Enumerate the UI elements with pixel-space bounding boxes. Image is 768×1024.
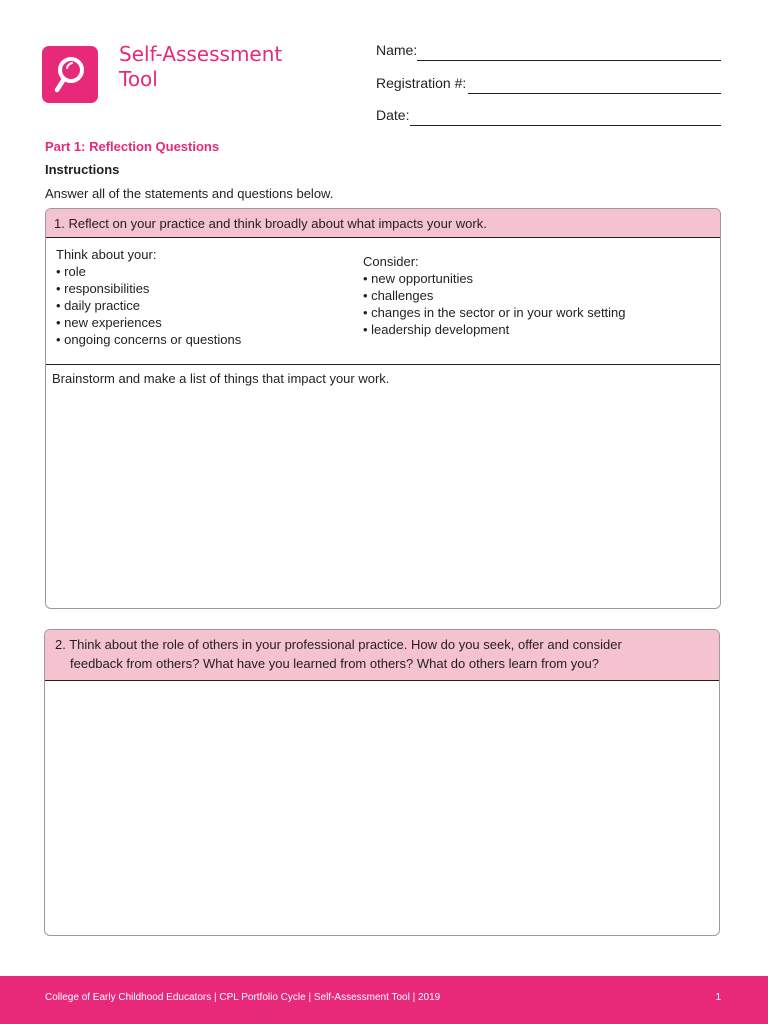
list-item: • role: [56, 264, 86, 279]
think-about-heading: Think about your:: [56, 247, 157, 262]
question-1-card: [45, 208, 721, 609]
consider-heading: Consider:: [363, 254, 419, 269]
list-item: • new experiences: [56, 315, 162, 330]
registration-field[interactable]: [376, 75, 721, 95]
magnifier-icon: [42, 46, 98, 103]
page-number: 1: [715, 992, 721, 1003]
name-line[interactable]: [417, 60, 721, 61]
date-field[interactable]: [376, 107, 721, 127]
question-2-prompt-line-1: 2. Think about the role of others in your professional practice. How do you seek, offer and consider: [55, 637, 622, 652]
list-item: • responsibilities: [56, 281, 150, 296]
registration-line[interactable]: [468, 93, 721, 94]
footer: [0, 976, 768, 1024]
list-item: • leadership development: [363, 322, 510, 337]
brainstorm-area[interactable]: [46, 365, 720, 386]
date-label: Date:: [376, 107, 410, 123]
question-2-header: [45, 630, 719, 681]
question-1-prompts: [46, 238, 720, 365]
logo: [42, 46, 98, 103]
title-line-2: Tool: [119, 67, 158, 91]
page-title: [119, 42, 282, 92]
question-2-card: [44, 629, 720, 936]
list-item: • new opportunities: [363, 271, 474, 286]
think-about-list: [56, 246, 241, 348]
title-line-1: Self-Assessment: [119, 42, 283, 66]
instructions-text: Answer all of the statements and questions below.: [45, 186, 334, 201]
consider-list: [363, 253, 626, 338]
list-item: • changes in the sector or in your work setting: [363, 305, 626, 320]
list-item: • daily practice: [56, 298, 141, 313]
date-line[interactable]: [410, 125, 721, 126]
list-item: • ongoing concerns or questions: [56, 332, 242, 347]
brainstorm-prompt: Brainstorm and make a list of things that impact your work.: [52, 371, 390, 386]
question-2-prompt-line-2: feedback from others? What have you learned from others? What do others learn from you?: [70, 656, 599, 671]
question-2-answer-area[interactable]: [45, 681, 719, 935]
name-field[interactable]: [376, 42, 721, 62]
question-1-prompt: 1. Reflect on your practice and think broadly about what impacts your work.: [54, 216, 487, 231]
footer-text: College of Early Childhood Educators | CPL Portfolio Cycle | Self-Assessment Tool | 2019: [45, 992, 441, 1003]
part-title: Part 1: Reflection Questions: [45, 139, 220, 154]
name-label: Name:: [376, 42, 418, 58]
list-item: • challenges: [363, 288, 434, 303]
instructions-heading: Instructions: [45, 162, 120, 177]
registration-label: Registration #:: [376, 75, 467, 91]
question-1-header: [46, 209, 720, 238]
